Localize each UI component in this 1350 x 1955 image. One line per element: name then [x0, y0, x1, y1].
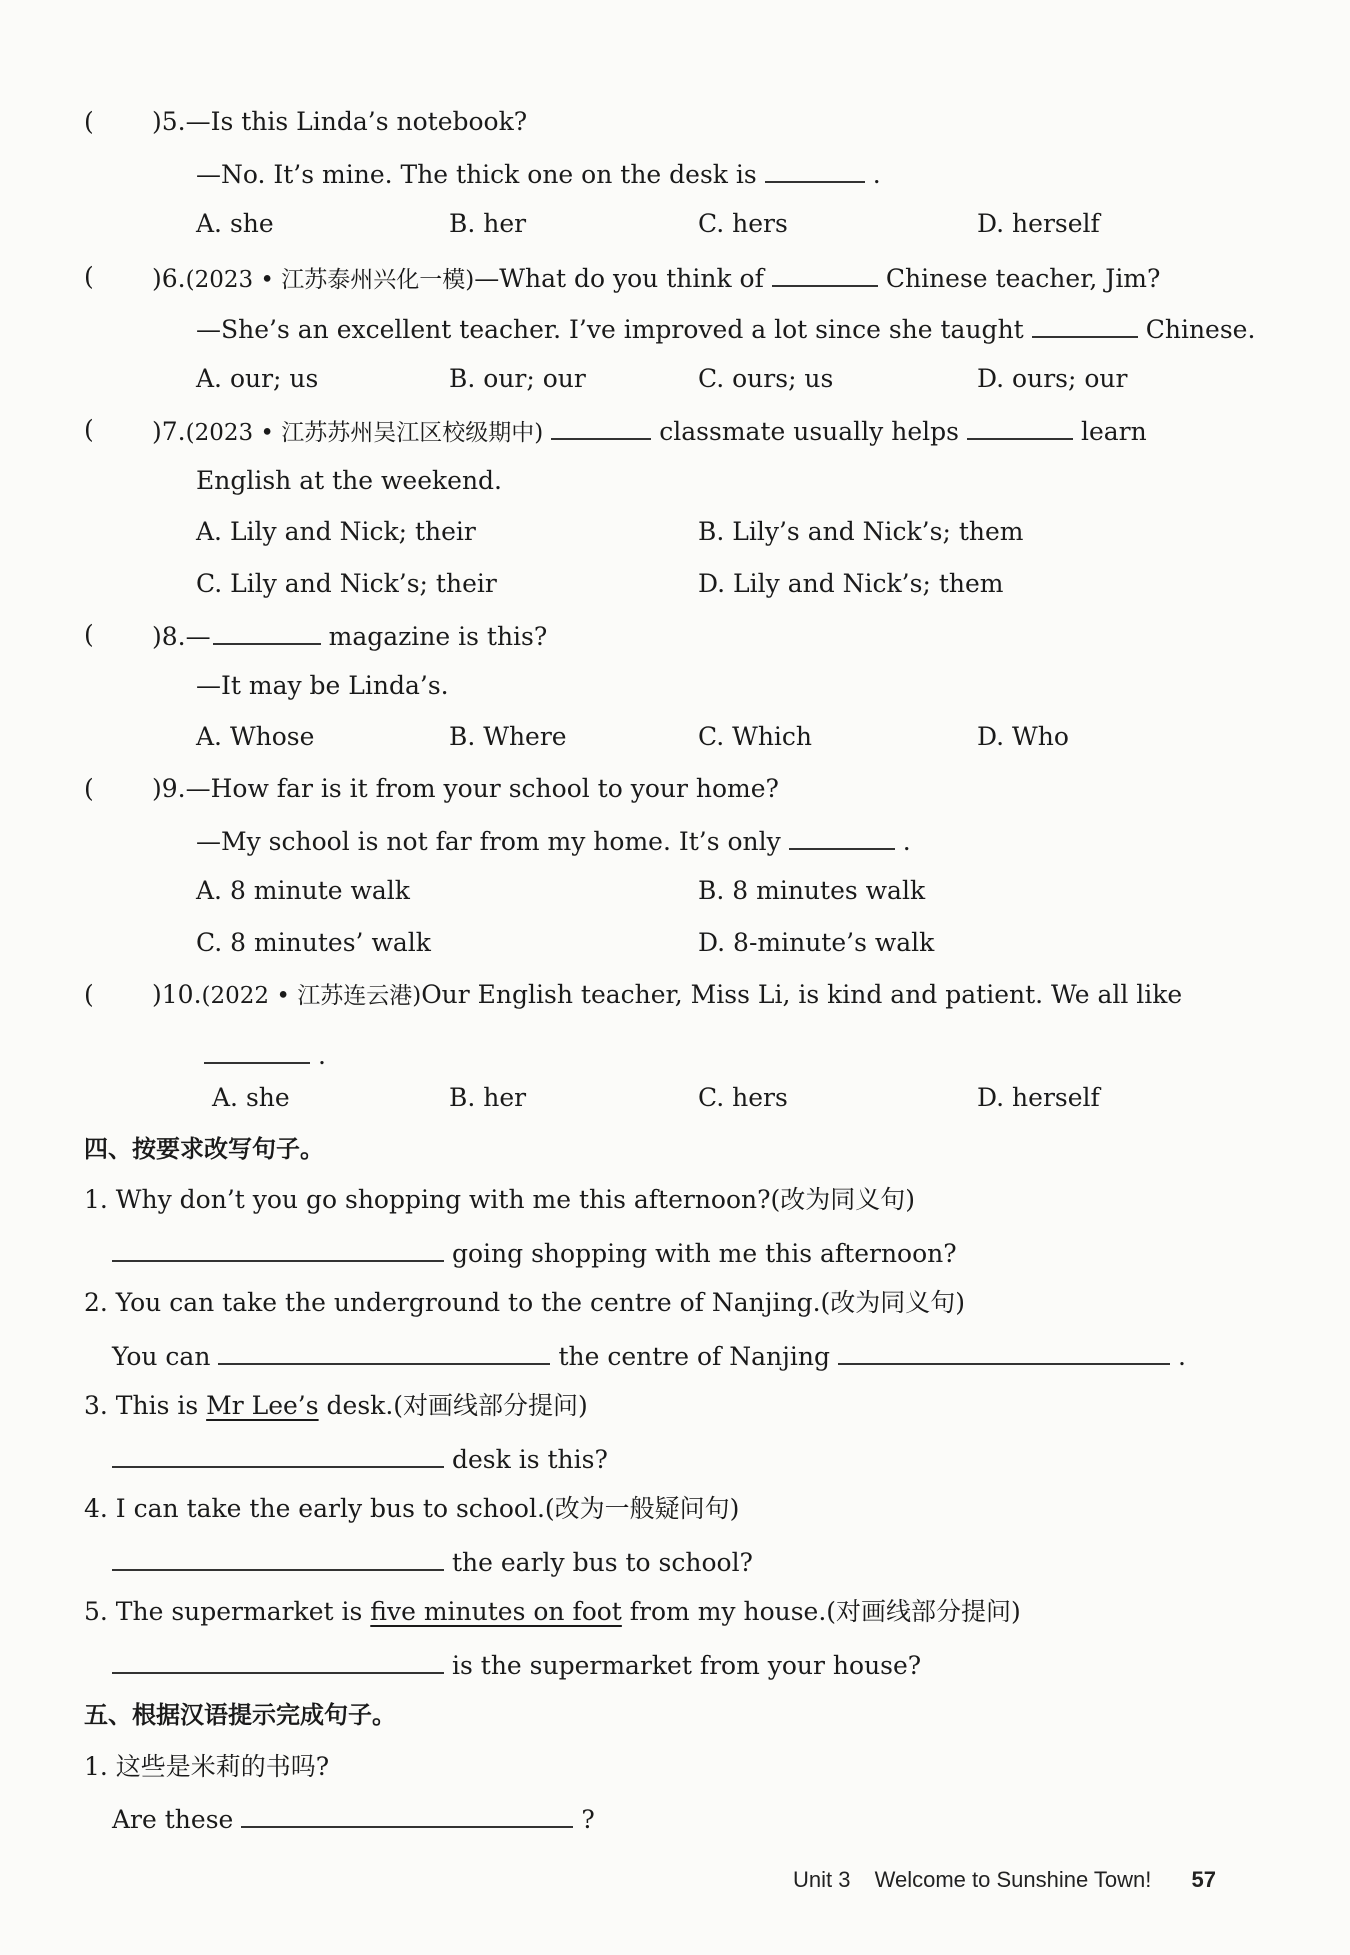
question-8-line2: —It may be Linda’s. [196, 671, 449, 700]
complete-1-answer: Are these ? [112, 1800, 595, 1838]
answer-blank[interactable] [1032, 310, 1138, 338]
answer-blank[interactable] [241, 1800, 573, 1828]
option-a: A. she [196, 209, 274, 238]
underlined-phrase: five minutes on foot [370, 1597, 622, 1626]
option-d: D. herself [977, 1083, 1100, 1112]
answer-blank[interactable] [213, 617, 321, 645]
page-footer [793, 1867, 1216, 1893]
option-b: B. 8 minutes walk [698, 876, 926, 905]
option-c: C. 8 minutes’ walk [196, 928, 431, 957]
question-5-line2: —No. It’s mine. The thick one on the desk is . [196, 155, 881, 193]
option-c: C. hers [698, 209, 788, 238]
rewrite-4-answer: the early bus to school? [112, 1543, 753, 1581]
answer-blank[interactable] [112, 1234, 444, 1262]
rewrite-1-answer: going shopping with me this afternoon? [112, 1234, 957, 1272]
question-6-line2: —She’s an excellent teacher. I’ve improved a lot since she taught Chinese. [196, 310, 1255, 348]
option-c: C. ours; us [698, 364, 834, 393]
option-a: A. Lily and Nick; their [196, 517, 476, 546]
option-d: D. herself [977, 209, 1100, 238]
option-c: C. Lily and Nick’s; their [196, 569, 497, 598]
option-d: D. Who [977, 722, 1069, 751]
rewrite-5-answer: is the supermarket from your house? [112, 1646, 921, 1684]
rewrite-5-question: 5. The supermarket is five minutes on foot from my house.(对画线部分提问) [84, 1597, 1021, 1626]
rewrite-1-question: 1. Why don’t you go shopping with me this afternoon?(改为同义句) [84, 1185, 916, 1214]
answer-blank[interactable] [772, 259, 878, 287]
question-10-line2: . [204, 1036, 326, 1074]
page-number: 57 [1191, 1867, 1217, 1892]
rewrite-4-question: 4. I can take the early bus to school.(改为一般疑问句) [84, 1494, 740, 1523]
answer-blank[interactable] [789, 822, 895, 850]
complete-1-question: 1. 这些是米莉的书吗? [84, 1752, 330, 1781]
unit-label: Unit 3 [793, 1867, 851, 1892]
answer-blank[interactable] [551, 412, 651, 440]
option-b: B. Where [449, 722, 567, 751]
answer-blank[interactable] [112, 1440, 444, 1468]
option-b: B. her [449, 1083, 527, 1112]
option-d: D. Lily and Nick’s; them [698, 569, 1004, 598]
answer-blank[interactable] [765, 155, 865, 183]
option-d: D. 8-minute’s walk [698, 928, 935, 957]
option-b: B. our; our [449, 364, 586, 393]
option-a: A. 8 minute walk [196, 876, 410, 905]
answer-blank[interactable] [218, 1337, 550, 1365]
answer-blank[interactable] [112, 1543, 444, 1571]
rewrite-2-answer: You can the centre of Nanjing . [112, 1337, 1186, 1375]
unit-title: Welcome to Sunshine Town! [874, 1867, 1152, 1892]
rewrite-3-answer: desk is this? [112, 1440, 608, 1478]
answer-blank[interactable] [967, 412, 1073, 440]
question-7-line2: English at the weekend. [196, 466, 502, 495]
answer-blank[interactable] [204, 1036, 310, 1064]
option-c: C. hers [698, 1083, 788, 1112]
option-b: B. her [449, 209, 527, 238]
rewrite-3-question: 3. This is Mr Lee’s desk.(对画线部分提问) [84, 1391, 588, 1420]
section-5-heading: 五、根据汉语提示完成句子。 [84, 1701, 396, 1729]
option-b: B. Lily’s and Nick’s; them [698, 517, 1024, 546]
option-c: C. Which [698, 722, 813, 751]
option-d: D. ours; our [977, 364, 1128, 393]
question-9-line2: —My school is not far from my home. It’s only . [196, 822, 911, 860]
answer-blank[interactable] [112, 1646, 444, 1674]
underlined-phrase: Mr Lee’s [206, 1391, 319, 1420]
option-a: A. our; us [196, 364, 319, 393]
worksheet-page: ( )5.—Is this Linda’s notebook? —No. It’s mine. The thick one on the desk is . A. she B. her C. hers D. herself ( )6.(2023 • 江苏泰州兴化一模)—What do you think of Chinese teacher, Jim? —She’s an excellent teacher. I’ve improved a lot since she taught Chinese. A. our; us B. our; our C. ours; us D. ours; our ( )7.(2023 • 江苏苏州吴江区校级期中) classmate usually helps learn English at the weekend. A. Lily and Nick; their B. Lily’s and Nick’s; them C. Lily and Nick’s; their D. Lily and Nick’s; them ( )8.— magazine is this? —It may be Linda’s. A. Whose B. Where C. Which D. Who ( )9.—How far is it from your school to your home? —My school is not far from my home. It’s only . A. 8 minute walk B. 8 minutes walk C. 8 minutes’ walk D. 8-minute’s walk ( )10.(2022 • 江苏连云港)Our English teacher, Miss Li, is kind and patient. We all like . A. she B. her C. hers D. herself 四、按要求改写句子。 1. Why don’t you go shopping with me this afternoon?(改为同义句) going shopping with me this afternoon? 2. You can take the underground to the centre of Nanjing.(改为同义句) You can the centre of Nanjing . 3. This is Mr Lee’s desk.(对画线部分提问) desk is this? 4. I can take the early bus to school.(改为一般疑问句) the early bus to school? 5. The supermarket is five minutes on foot from my house.(对画线部分提问) is the supermarket from your house? 五、根据汉语提示完成句子。 1. 这些是米莉的书吗? Are these ? Unit 3 Welcome to Sunshine Town! 57 [0, 0, 1350, 1955]
answer-blank[interactable] [838, 1337, 1170, 1365]
section-4-heading: 四、按要求改写句子。 [84, 1135, 324, 1163]
option-a: A. Whose [196, 722, 315, 751]
rewrite-2-question: 2. You can take the underground to the centre of Nanjing.(改为同义句) [84, 1288, 966, 1317]
option-a: A. she [212, 1083, 290, 1112]
